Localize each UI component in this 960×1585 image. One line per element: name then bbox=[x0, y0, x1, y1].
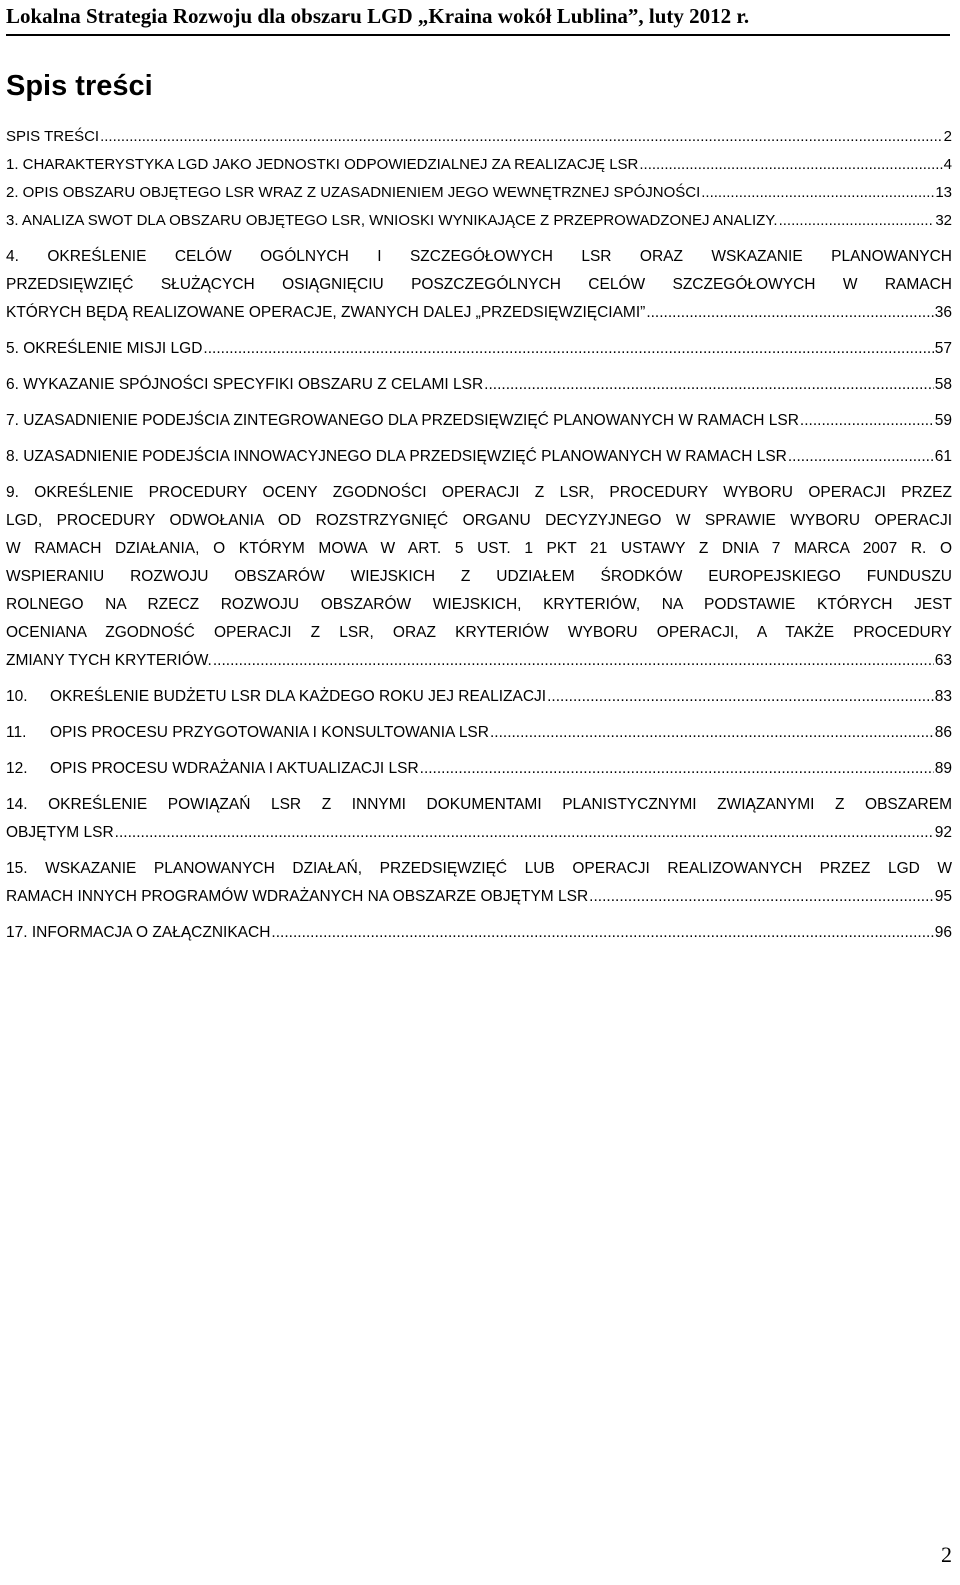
page-title: Spis treści bbox=[6, 70, 153, 102]
dot-leader bbox=[800, 407, 934, 435]
toc-page-number: 89 bbox=[934, 760, 952, 777]
dot-leader bbox=[420, 755, 934, 783]
toc-entry[interactable] bbox=[6, 755, 952, 783]
dot-leader bbox=[788, 443, 934, 471]
toc-entry-label: 1. CHARAKTERYSTYKA LGD JAKO JEDNOSTKI ODPOWIEDZIALNEJ ZA REALIZACJĘ LSR bbox=[6, 156, 639, 173]
dot-leader bbox=[547, 683, 934, 711]
toc-page-number: 58 bbox=[934, 376, 952, 393]
toc-entry-label: OPIS PROCESU PRZYGOTOWANIA I KONSULTOWANIA LSR bbox=[50, 724, 489, 741]
dot-leader bbox=[646, 299, 933, 327]
toc-entry-label: OPIS PROCESU WDRAŻANIA I AKTUALIZACJI LSR bbox=[50, 760, 419, 777]
toc-page-number: 86 bbox=[934, 724, 952, 741]
toc-entry[interactable] bbox=[6, 335, 952, 363]
toc-entry[interactable] bbox=[6, 151, 952, 179]
toc-page-number: 63 bbox=[934, 652, 952, 669]
toc-entry-line: ROLNEGO NA RZECZ ROZWOJU OBSZARÓW WIEJSKICH, KRYTERIÓW, NA PODSTAWIE KTÓRYCH JEST bbox=[6, 596, 952, 613]
toc-entry[interactable] bbox=[6, 207, 952, 235]
toc-page-number: 95 bbox=[934, 888, 952, 905]
dot-leader bbox=[701, 179, 934, 207]
toc-entry-line: LGD, PROCEDURY ODWOŁANIA OD ROZSTRZYGNIĘĆ ORGANU DECYZYJNEGO W SPRAWIE WYBORU OPERACJI bbox=[6, 512, 952, 529]
toc-entry-label: 2. OPIS OBSZARU OBJĘTEGO LSR WRAZ Z UZASADNIENIEM JEGO WEWNĘTRZNEJ SPÓJNOŚCI bbox=[6, 184, 701, 201]
toc-entry[interactable] bbox=[6, 791, 952, 847]
dot-leader bbox=[100, 123, 943, 151]
toc-entry-label: ZMIANY TYCH KRYTERIÓW. bbox=[6, 652, 212, 669]
toc-entry-label: 17. INFORMACJA O ZAŁĄCZNIKACH bbox=[6, 924, 271, 941]
toc-entry[interactable] bbox=[6, 719, 952, 747]
toc-entry-label: OKREŚLENIE BUDŻETU LSR DLA KAŻDEGO ROKU JEJ REALIZACJI bbox=[50, 688, 547, 705]
toc-entry-line: 14. OKREŚLENIE POWIĄZAŃ LSR Z INNYMI DOKUMENTAMI PLANISTYCZNYMI ZWIĄZANYMI Z OBSZAREM bbox=[6, 796, 952, 813]
toc-entry-line: 4. OKREŚLENIE CELÓW OGÓLNYCH I SZCZEGÓŁOWYCH LSR ORAZ WSKAZANIE PLANOWANYCH bbox=[6, 248, 952, 265]
toc-page-number: 59 bbox=[934, 412, 952, 429]
toc-entry-label: KTÓRYCH BĘDĄ REALIZOWANE OPERACJE, ZWANYCH DALEJ „PRZEDSIĘWZIĘCIAMI” bbox=[6, 304, 646, 321]
toc-entry-line: OCENIANA ZGODNOŚĆ OPERACJI Z LSR, ORAZ KRYTERIÓW WYBORU OPERACJI, A TAKŻE PROCEDURY bbox=[6, 624, 952, 641]
toc-entry[interactable] bbox=[6, 371, 952, 399]
toc-page-number: 36 bbox=[934, 304, 952, 321]
header-rule bbox=[6, 34, 950, 36]
toc-entry-line: 9. OKREŚLENIE PROCEDURY OCENY ZGODNOŚCI OPERACJI Z LSR, PROCEDURY WYBORU OPERACJI PRZEZ bbox=[6, 484, 952, 501]
dot-leader bbox=[203, 335, 933, 363]
toc-entry[interactable] bbox=[6, 479, 952, 675]
toc-page-number: 13 bbox=[935, 184, 952, 201]
toc-entry-label: 8. UZASADNIENIE PODEJŚCIA INNOWACYJNEGO DLA PRZEDSIĘWZIĘĆ PLANOWANYCH W RAMACH LSR bbox=[6, 448, 787, 465]
toc-page-number: 4 bbox=[943, 156, 952, 173]
toc-entry-line: PRZEDSIĘWZIĘĆ SŁUŻĄCYCH OSIĄGNIĘCIU POSZCZEGÓLNYCH CELÓW SZCZEGÓŁOWYCH W RAMACH bbox=[6, 276, 952, 293]
toc-entry-label: 7. UZASADNIENIE PODEJŚCIA ZINTEGROWANEGO DLA PRZEDSIĘWZIĘĆ PLANOWANYCH W RAMACH LSR bbox=[6, 412, 799, 429]
toc-entry-label: RAMACH INNYCH PROGRAMÓW WDRAŻANYCH NA OBSZARZE OBJĘTYM LSR bbox=[6, 888, 589, 905]
toc-page-number: 2 bbox=[943, 128, 952, 145]
toc-entry-number: 10. bbox=[6, 688, 28, 705]
toc-entry-label: 5. OKREŚLENIE MISJI LGD bbox=[6, 340, 203, 357]
dot-leader bbox=[639, 151, 942, 179]
toc-entry[interactable] bbox=[6, 443, 952, 471]
toc-entry-line: 15. WSKAZANIE PLANOWANYCH DZIAŁAŃ, PRZEDSIĘWZIĘĆ LUB OPERACJI REALIZOWANYCH PRZEZ LGD W bbox=[6, 860, 952, 877]
toc-entry[interactable] bbox=[6, 243, 952, 327]
toc-entry-number: 11. bbox=[6, 724, 27, 741]
toc-entry[interactable] bbox=[6, 919, 952, 947]
toc-page-number: 96 bbox=[934, 924, 952, 941]
toc-entry-label: SPIS TREŚCI bbox=[6, 128, 100, 145]
dot-leader bbox=[779, 207, 935, 235]
toc-entry-line: WSPIERANIU ROZWOJU OBSZARÓW WIEJSKICH Z UDZIAŁEM ŚRODKÓW EUROPEJSKIEGO FUNDUSZU bbox=[6, 568, 952, 585]
toc-entry-label: OBJĘTYM LSR bbox=[6, 824, 114, 841]
toc-entry-label: 3. ANALIZA SWOT DLA OBSZARU OBJĘTEGO LSR, WNIOSKI WYNIKAJĄCE Z PRZEPROWADZONEJ ANALIZY. bbox=[6, 212, 778, 229]
toc-page-number: 92 bbox=[934, 824, 952, 841]
toc-page-number: 32 bbox=[935, 212, 952, 229]
table-of-contents bbox=[6, 123, 952, 947]
toc-entry[interactable] bbox=[6, 855, 952, 911]
toc-entry[interactable] bbox=[6, 407, 952, 435]
dot-leader bbox=[213, 647, 934, 675]
toc-page-number: 83 bbox=[934, 688, 952, 705]
running-header: Lokalna Strategia Rozwoju dla obszaru LGD „Kraina wokół Lublina”, luty 2012 r. bbox=[6, 4, 750, 28]
toc-entry-line: W RAMACH DZIAŁANIA, O KTÓRYM MOWA W ART. 5 UST. 1 PKT 21 USTAWY Z DNIA 7 MARCA 2007 R. O bbox=[6, 540, 952, 557]
toc-entry[interactable] bbox=[6, 123, 952, 151]
dot-leader bbox=[115, 819, 934, 847]
dot-leader bbox=[271, 919, 933, 947]
dot-leader bbox=[484, 371, 934, 399]
dot-leader bbox=[490, 719, 934, 747]
toc-entry[interactable] bbox=[6, 683, 952, 711]
toc-page-number: 61 bbox=[934, 448, 952, 465]
page-number: 2 bbox=[941, 1542, 952, 1567]
toc-entry-label: 6. WYKAZANIE SPÓJNOŚCI SPECYFIKI OBSZARU Z CELAMI LSR bbox=[6, 376, 484, 393]
dot-leader bbox=[589, 883, 934, 911]
toc-entry-number: 12. bbox=[6, 760, 28, 777]
toc-page-number: 57 bbox=[934, 340, 952, 357]
toc-entry[interactable] bbox=[6, 179, 952, 207]
